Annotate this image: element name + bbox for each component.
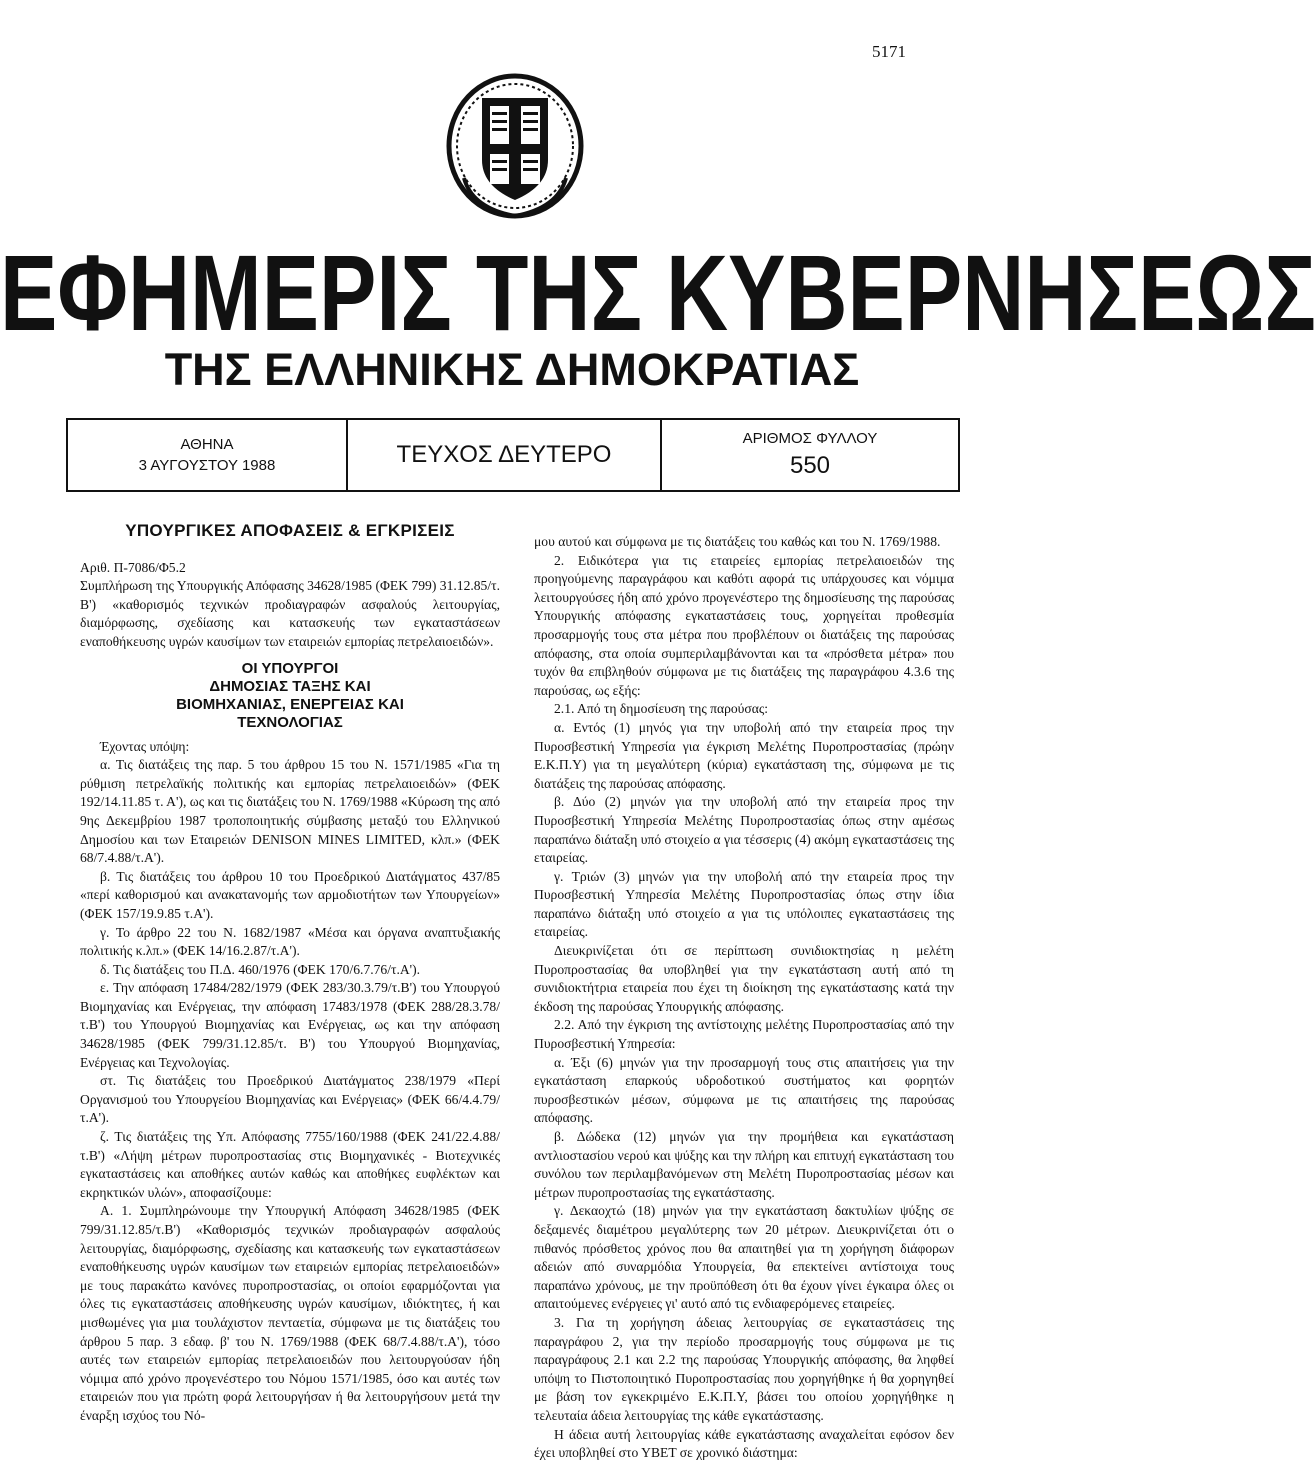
issue-sheet-label: ΑΡΙΘΜΟΣ ΦΥΛΛΟΥ (742, 429, 878, 447)
section-heading: ΥΠΟΥΡΓΙΚΕΣ ΑΠΟΦΑΣΕΙΣ & ΕΓΚΡΙΣΕΙΣ (125, 521, 455, 540)
issue-series (348, 420, 662, 490)
paragraph: 2.2. Από την έγκριση της αντίστοιχης μελέτης Πυροπροστασίας από την Πυροσβεστική Υπηρεσία: (534, 1017, 954, 1052)
issue-place-date (68, 420, 348, 490)
paragraph: Έχοντας υπόψη: (100, 738, 190, 754)
paragraph: στ. Τις διατάξεις του Προεδρικού Διατάγματος 238/1979 «Περί Οργανισμού του Υπουργείου Βιομηχανίας και Ενέργειας» (ΦΕΚ 66/4.4.79/τ.Α'). (80, 1073, 500, 1126)
ministers-heading-line: ΒΙΟΜΗΧΑΝΙΑΣ, ΕΝΕΡΓΕΙΑΣ ΚΑΙ (176, 695, 404, 713)
paragraph: β. Δύο (2) μηνών για την υποβολή από την εταιρεία προς την Πυροσβεστική Υπηρεσία Μελέτης Πυροπροστασίας όπως στην αμέσως παραπάνω διάταξη υπό στοιχείο α για τέσσερις (4) ακόμη εγκαταστάσεις της εταιρείας. (534, 794, 954, 866)
paragraph: β. Τις διατάξεις του άρθρου 10 του Προεδρικού Διατάγματος 437/85 «περί καθορισμού και ανακατανομής των αρμοδιοτήτων των Υπουργείων» (ΦΕΚ 157/19.9.85 τ.Α'). (80, 868, 500, 921)
right-column (534, 533, 954, 1463)
paragraph: 2. Ειδικότερα για τις εταιρείες εμπορίας πετρελαιοειδών της προηγούμενης παραγράφου και καθότι αφορά τις υπάρχουσες και νόμιμα λειτουργούσες ήδη από χρόνο προγενέστερο της δημοσίευσης της παρούσας Υπουργικής απόφασης εγκαταστάσεις τους, χορηγείται προθεσμία προσαρμογής τους στα μέτρα που προβλέπουν οι διατάξεις της παρούσας απόφασης, στα οποία συμπεριλαμβάνονται και τα «πρόσθετα μέτρα» που τυχόν θα επιβληθούν σύμφωνα με τις διατάξεις της παραγράφου 4.3.6 της παρούσας, ως εξής: (534, 552, 954, 698)
ministers-heading-line: ΔΗΜΟΣΙΑΣ ΤΑΞΗΣ ΚΑΙ (209, 677, 371, 695)
issue-date: 3 ΑΥΓΟΥΣΤΟΥ 1988 (138, 457, 276, 474)
issue-sheet (662, 420, 958, 490)
decision-ref-number: Αριθ. Π-7086/Φ5.2 (80, 559, 186, 575)
paragraph: α. Έξι (6) μηνών για την προσαρμογή τους στις απαιτήσεις για την εγκατάσταση επαρκούς υδροδοτικού συστήματος και φορητών πυροσβεστικών μέσων, σύμφωνα με τις απαιτήσεις της παρούσας απόφασης. (534, 1054, 954, 1126)
left-column (80, 522, 500, 1426)
paragraph: δ. Τις διατάξεις του Π.Δ. 460/1976 (ΦΕΚ 170/6.7.76/τ.Α'). (100, 961, 421, 977)
issue-info-box (66, 418, 960, 492)
paragraph: γ. Δεκαοχτώ (18) μηνών για την εγκατάσταση δακτυλίων ψύξης σε δεξαμενές διαμέτρου μεγαλύτερης των 20 μέτρων. Διευκρινίζεται ότι ο πιθανός πρόσθετος χρόνος που θα απαιτηθεί για τη χορήγηση διάφορων αδειών από συναρμόδια Υπουργεία, θα επεκτείνει αντίστοιχα τους παραπάνω χρόνους, με την προϋπόθεση ότι θα έχουν γίνει έγκαιρα όλες οι απαιτούμενες ενέργειες γι' αυτό από τις ενδιαφερόμενες εταιρείες. (534, 1203, 954, 1312)
issue-city: ΑΘΗΝΑ (180, 436, 234, 453)
paragraph: α. Τις διατάξεις της παρ. 5 του άρθρου 15 του Ν. 1571/1985 «Για τη ρύθμιση πετρελαϊκής πολιτικής και εμπορίας πετρελαιοειδών» (ΦΕΚ 192/14.11.85 τ. Α'), ως και τις διατάξεις του Ν. 1769/1988 «Κύρωση της από 9ης Δεκεμβρίου 1987 τροποποιητικής σύμβασης μεταξύ του Ελληνικού Δημοσίου και των Εταιρειών DENISON MINES LIMITED, κλπ.» (ΦΕΚ 68/7.4.88/τ.Α'). (80, 757, 500, 866)
paragraph: β. Δώδεκα (12) μηνών για την προμήθεια και εγκατάσταση αντλιοστασίου νερού και ψύξης και την πλήρη και επιτυχή εγκατάσταση του συνόλου των περιλαμβανόμενων στη Μελέτη Πυροπροστασίας μέσων και μέτρων πυροπροστασίας της εγκατάστασης. (534, 1129, 954, 1200)
paragraph: ε. Την απόφαση 17484/282/1979 (ΦΕΚ 283/30.3.79/τ.Β') του Υπουργού Βιομηχανίας και Ενέργειας, την απόφαση 17483/1978 (ΦΕΚ 288/28.3.78/τ.Β') του Υπουργού Βιομηχανίας και Ενέργειας, ως και την απόφαση 34628/1985 (ΦΕΚ 799/31.12.85/τ. Β') του Υπουργού Βιομηχανίας, Ενέργειας και Τεχνολογίας. (80, 980, 500, 1070)
paragraph: Α. 1. Συμπληρώνουμε την Υπουργική Απόφαση 34628/1985 (ΦΕΚ 799/31.12.85/τ.Β') «Καθορισμός τεχνικών προδιαγραφών ασφαλούς λειτουργίας, διαμόρφωσης, σχεδίασης και κατασκευής των εγκαταστάσεων εναποθήκευσης υγρών καυσίμων των εταιρειών εμπορίας πετρελαιοειδών» με τους παρακάτω κανόνες πυροπροστασίας, οι οποίοι εφαρμόζονται για όλες τις εγκαταστάσεις αποθήκευσης υγρών καυσίμων, ιδιόκτητες, ή και μισθωμένες για μια τουλάχιστον πενταετία, σύμφωνα με τις διατάξεις του άρθρου 5 παρ. 3 εδαφ. β' του Ν. 1769/1988 (ΦΕΚ 68/7.4.88/τ.Α'), τόσο αυτές των εταιρειών εμπορίας πετρελαιοειδών που λειτουργούσαν ήδη νόμιμα από χρόνο προγενέστερο του Νόμου 1571/1985, όσο και αυτές των εταιρειών που για πρώτη φορά λειτουργήσαν ή θα λειτουργήσουν μετά την έναρξη ισχύος του Νό- (80, 1203, 500, 1423)
ministers-heading-line: ΟΙ ΥΠΟΥΡΓΟΙ (241, 659, 339, 677)
decision-summary: Συμπλήρωση της Υπουργικής Απόφασης 34628/1985 (ΦΕΚ 799) 31.12.85/τ. Β') «καθορισμός τεχνικών προδιαγραφών ασφαλούς λειτουργίας, διαμόρφωσης, σχεδίασης και κατασκευής των εγκαταστάσεων εναποθήκευσης υγρών καυσίμων των εταιρειών εμπορίας πετρελαιοειδών». (80, 578, 500, 649)
masthead-title: ΕΦΗΜΕΡΙΣ ΤΗΣ ΚΥΒΕΡΝΗΣΕΩΣ (0, 233, 1316, 354)
issue-sheet-number: 550 (789, 451, 831, 479)
paragraph: γ. Τριών (3) μηνών για την υποβολή από την εταιρεία προς την Πυροσβεστική Υπηρεσία Μελέτης Πυροπροστασίας όπως στην ίδια παραπάνω διάταξη υπό στοιχείο α για τις υπόλοιπες εγκαταστάσεις της εταιρείας. (534, 868, 954, 940)
paragraph: ζ. Τις διατάξεις της Υπ. Απόφασης 7755/160/1988 (ΦΕΚ 241/22.4.88/τ.Β') «Λήψη μέτρων πυροπροστασίας στις Βιομηχανικές - Βιοτεχνικές εγκαταστάσεις και αποθήκες αυτών καθώς και αποθήκες ευφλέκτων και εκρηκτικών υλών», αποφασίζουμε: (80, 1129, 500, 1200)
page-number: 5171 (872, 42, 906, 61)
national-emblem-icon (442, 68, 588, 220)
paragraph: Η άδεια αυτή λειτουργίας κάθε εγκατάστασης αναχαλείται εφόσον δεν έχει υποβληθεί στο ΥΒΕΤ σε χρονικό διάστημα: (534, 1426, 954, 1461)
paragraph: α. Εντός (1) μηνός για την υποβολή από την εταιρεία προς την Πυροσβεστική Υπηρεσία για έγκριση Μελέτης Πυροπροστασίας (πρώην Ε.Κ.Π.Υ) για τη μεγαλύτερη (κύρια) εγκατάσταση της, σύμφωνα με τις διατάξεις της παρούσας απόφασης. (534, 719, 954, 791)
ministers-heading-line: ΤΕΧΝΟΛΟΓΙΑΣ (237, 713, 343, 731)
ministers-heading (80, 660, 500, 732)
issue-series-label: ΤΕΥΧΟΣ ΔΕΥΤΕΡΟ (396, 441, 612, 468)
paragraph: 2.1. Από τη δημοσίευση της παρούσας: (554, 701, 769, 717)
paragraph: Διευκρινίζεται ότι σε περίπτωση συνιδιοκτησίας η μελέτη Πυροπροστασίας θα υποβληθεί για την εγκατάσταση αυτή από τη συνιδιοκτήτρια εταιρεία που έχει τη διοίκηση της εγκατάστασης κατά την έκδοση της παρούσας Υπουργικής απόφασης. (534, 943, 954, 1014)
paragraph: 3. Για τη χορήγηση άδειας λειτουργίας σε εγκαταστάσεις της παραγράφου 2, για την περίοδο προσαρμογής τους σύμφωνα με τις παραγράφους 2.1 και 2.2 της παρούσας Υπουργικής απόφασης, θα ληφθεί υπόψη το Πιστοποιητικό Πυροπροστασίας που χορηγήθηκε ή θα χορηγηθεί με βάση τον εγκεκριμένο Ε.Κ.Π.Υ, βάσει του οποίου χορηγήθηκε η τελευταία άδεια λειτουργίας της κάθε εγκατάστασης. (534, 1314, 954, 1423)
paragraph: γ. Το άρθρο 22 του Ν. 1682/1987 «Μέσα και όργανα αναπτυξιακής πολιτικής κ.λπ.» (ΦΕΚ 14/16.2.87/τ.Α'). (80, 924, 500, 959)
paragraph: μου αυτού και σύμφωνα με τις διατάξεις του καθώς και του Ν. 1769/1988. (534, 534, 941, 549)
masthead-subtitle: ΤΗΣ ΕΛΛΗΝΙΚΗΣ ΔΗΜΟΚΡΑΤΙΑΣ (164, 344, 860, 395)
